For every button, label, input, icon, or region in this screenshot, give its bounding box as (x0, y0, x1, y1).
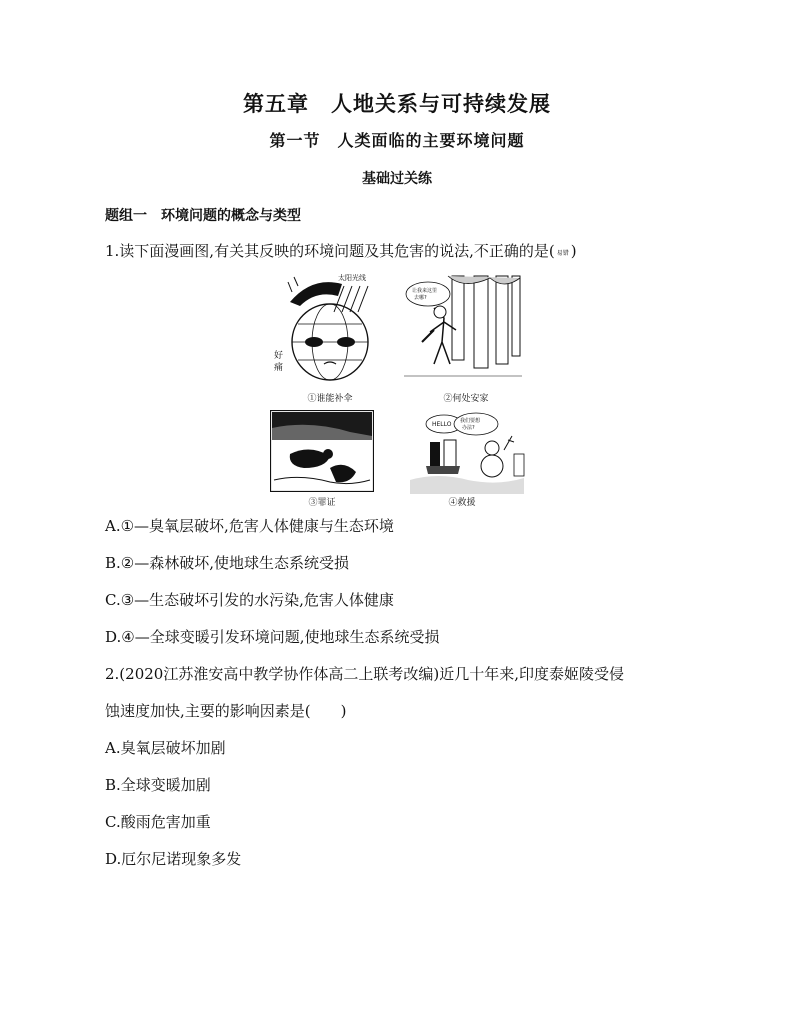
q2-option-b[interactable]: B.全球变暖加剧 (105, 776, 211, 794)
question-1-stem-text: 1.读下面漫画图,有关其反映的环境问题及其危害的说法,不正确的是( (105, 242, 555, 260)
q1-option-b[interactable]: B.②—森林破坏,使地球生态系统受损 (105, 554, 350, 572)
cartoon-ozone-image (272, 272, 384, 390)
exercise-subtitle: 基础过关练 (362, 171, 432, 187)
q1-option-d[interactable]: D.④—全球变暖引发环境问题,使地球生态系统受损 (105, 628, 440, 646)
question-1-stem (105, 240, 577, 261)
pain-text-2: 痛 (274, 363, 284, 373)
chapter-title: 第五章 人地关系与可持续发展 (243, 92, 551, 116)
q2-option-a[interactable]: A.臭氧层破坏加剧 (105, 739, 226, 757)
question-2-stem-line-1: 2.(2020江苏淮安高中教学协作体高二上联考改编)近几十年来,印度泰姬陵受侵 (105, 665, 624, 683)
q1-option-a[interactable]: A.①—臭氧层破坏,危害人体健康与生态环境 (105, 517, 394, 535)
snowman-bubble-text-1: 我们要想 (460, 418, 481, 424)
question-group-title: 题组一 环境问题的概念与类型 (105, 208, 301, 224)
cartoon-forest-caption: ②何处安家 (443, 394, 489, 404)
cartoon-oil-caption: ③罪证 (308, 498, 336, 508)
q2-option-d[interactable]: D.厄尔尼诺现象多发 (105, 850, 242, 868)
q1-option-c[interactable]: C.③—生态破坏引发的水污染,危害人体健康 (105, 591, 394, 609)
section-title: 第一节 人类面临的主要环境问题 (269, 131, 525, 150)
question-1-stem-close: ) (570, 242, 577, 260)
error-prone-mark: 易错 (556, 249, 569, 257)
cartoon-ozone-caption: ①谁能补伞 (307, 394, 353, 404)
q2-option-c[interactable]: C.酸雨危害加重 (105, 813, 211, 831)
cartoon-oil-image (270, 410, 374, 492)
cartoon-snowman-image (408, 410, 526, 494)
snowman-bubble-text-2: 办法? (462, 425, 475, 431)
sun-rays-label: 太阳光线 (338, 274, 366, 282)
forest-bubble-text-2: 去哪? (414, 295, 427, 301)
forest-bubble-text-1: 让我来这里 (412, 288, 438, 294)
pain-text-1: 好 (274, 351, 284, 361)
hello-text: HELLO (432, 421, 452, 428)
question-2-stem-line-2: 蚀速度加快,主要的影响因素是( ) (105, 702, 347, 720)
cartoon-forest-image (404, 272, 522, 390)
cartoon-snowman-caption: ④救援 (448, 498, 476, 508)
